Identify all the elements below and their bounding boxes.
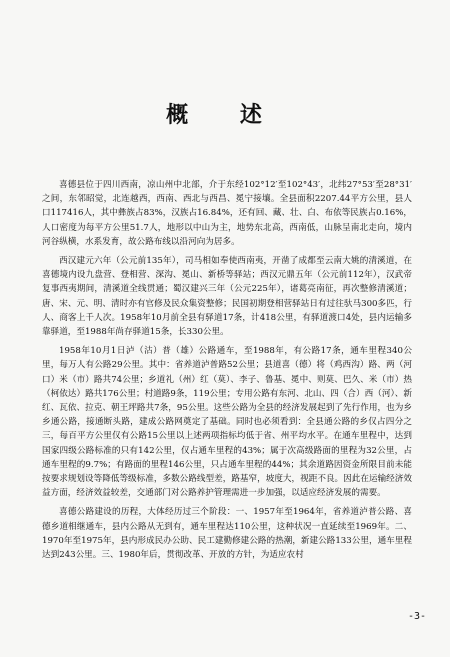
paragraph: 喜德公路建设的历程，大体经历过三个阶段：一、1957年至1964年，省养道泸普公路、喜德乡道相继通车，县内公路从无到有，通车里程达110公里，这种状况一直延续至1969年。二、1970年至1975年，县内形成民办公助、民工建勤修建公路的热潮，新建公路133公里，通车里程达到243公里。三、1980年后，贯彻改革、开放的方针，为适应农村 — [42, 507, 412, 561]
page-title: 概 述 — [166, 103, 284, 128]
paragraph: 喜德县位于四川西南，凉山州中北部，介于东经102°12′至102°43′，北纬27°53′至28°31′之间，东邻昭觉，北连越西，西南、西北与西昌、冕宁接壤。全县面积2207.44平方公里，县人口117416人，其中彝族占83%，汉族占16.84%，还有回、藏、壮、白、布依等民族占0.16%，人口密度为每平方公里51.7人，地形以中山为主，地势东北高，西南低，山脉呈南北走向，境内河谷纵横，水系发育，故公路布线以沿河向为居多。 — [42, 180, 412, 247]
body-text — [42, 178, 412, 567]
paragraph: 西汉建元六年（公元前135年），司马相如奉使西南夷，开凿了成都至云南大姚的清溪道，在喜德境内设九盘营、登相营、深沟、冕山、新桥等驿站；西汉元鼎五年（公元前112年），汉武帝复事西夷期间，清溪道全线贯通；蜀汉建兴三年（公元225年），诸葛亮南征，再次整修清溪道；唐、宋、元、明、清时亦有官修及民众集资整修；民国初期登相营驿站日有过往驮马300多匹，行人、商客上千人次。1958年10月前全县有驿道17条，计418公里，有驿道渡口4处，县内运输多靠驿道，至1988年尚存驿道15条，长330公里。 — [42, 256, 412, 338]
page-number: -3- — [407, 611, 426, 622]
paragraph: 1958年10月1日泸（沽）普（雄）公路通车，至1988年，有公路17条，通车里程340公里，每万人有公路29公里。其中：省养道泸普路52公里；县道喜（德）将（鸡西沟）路、两（河口）米（市）路共74公里；乡道礼（州）红（莫）、李子、鲁基、冕中、则莫、巴久、米（市）热（柯依达）路共176公里；村道路9条，119公里；专用公路有东河、北山、四（合）西（河）、新红、瓦依、拉克、朝王坪路共7条，95公里。这些公路为全县的经济发展起到了先行作用，也为乡乡通公路，接通断头路，建成公路网奠定了基础。同时也必须看到：全县通公路的乡仅占四分之三，每百平方公里仅有公路15公里以上述两项指标均低于省、州平均水平。在通车里程中，达到国家四级公路标准的只有142公里，仅占通车里程的43%；属于次高级路面的里程为32公里，占通车里程的9.7%；有路面的里程146公里，只占通车里程的44%；其余道路因资金所限目前未能按要求规划设等降低等级标准，多数公路线型差，路基窄，坡度大，视距不良。因此在运输经济效益方面，经济效益较差，交通部门对公路养护管理需进一步加强，以适应经济发展的需要。 — [42, 346, 412, 499]
